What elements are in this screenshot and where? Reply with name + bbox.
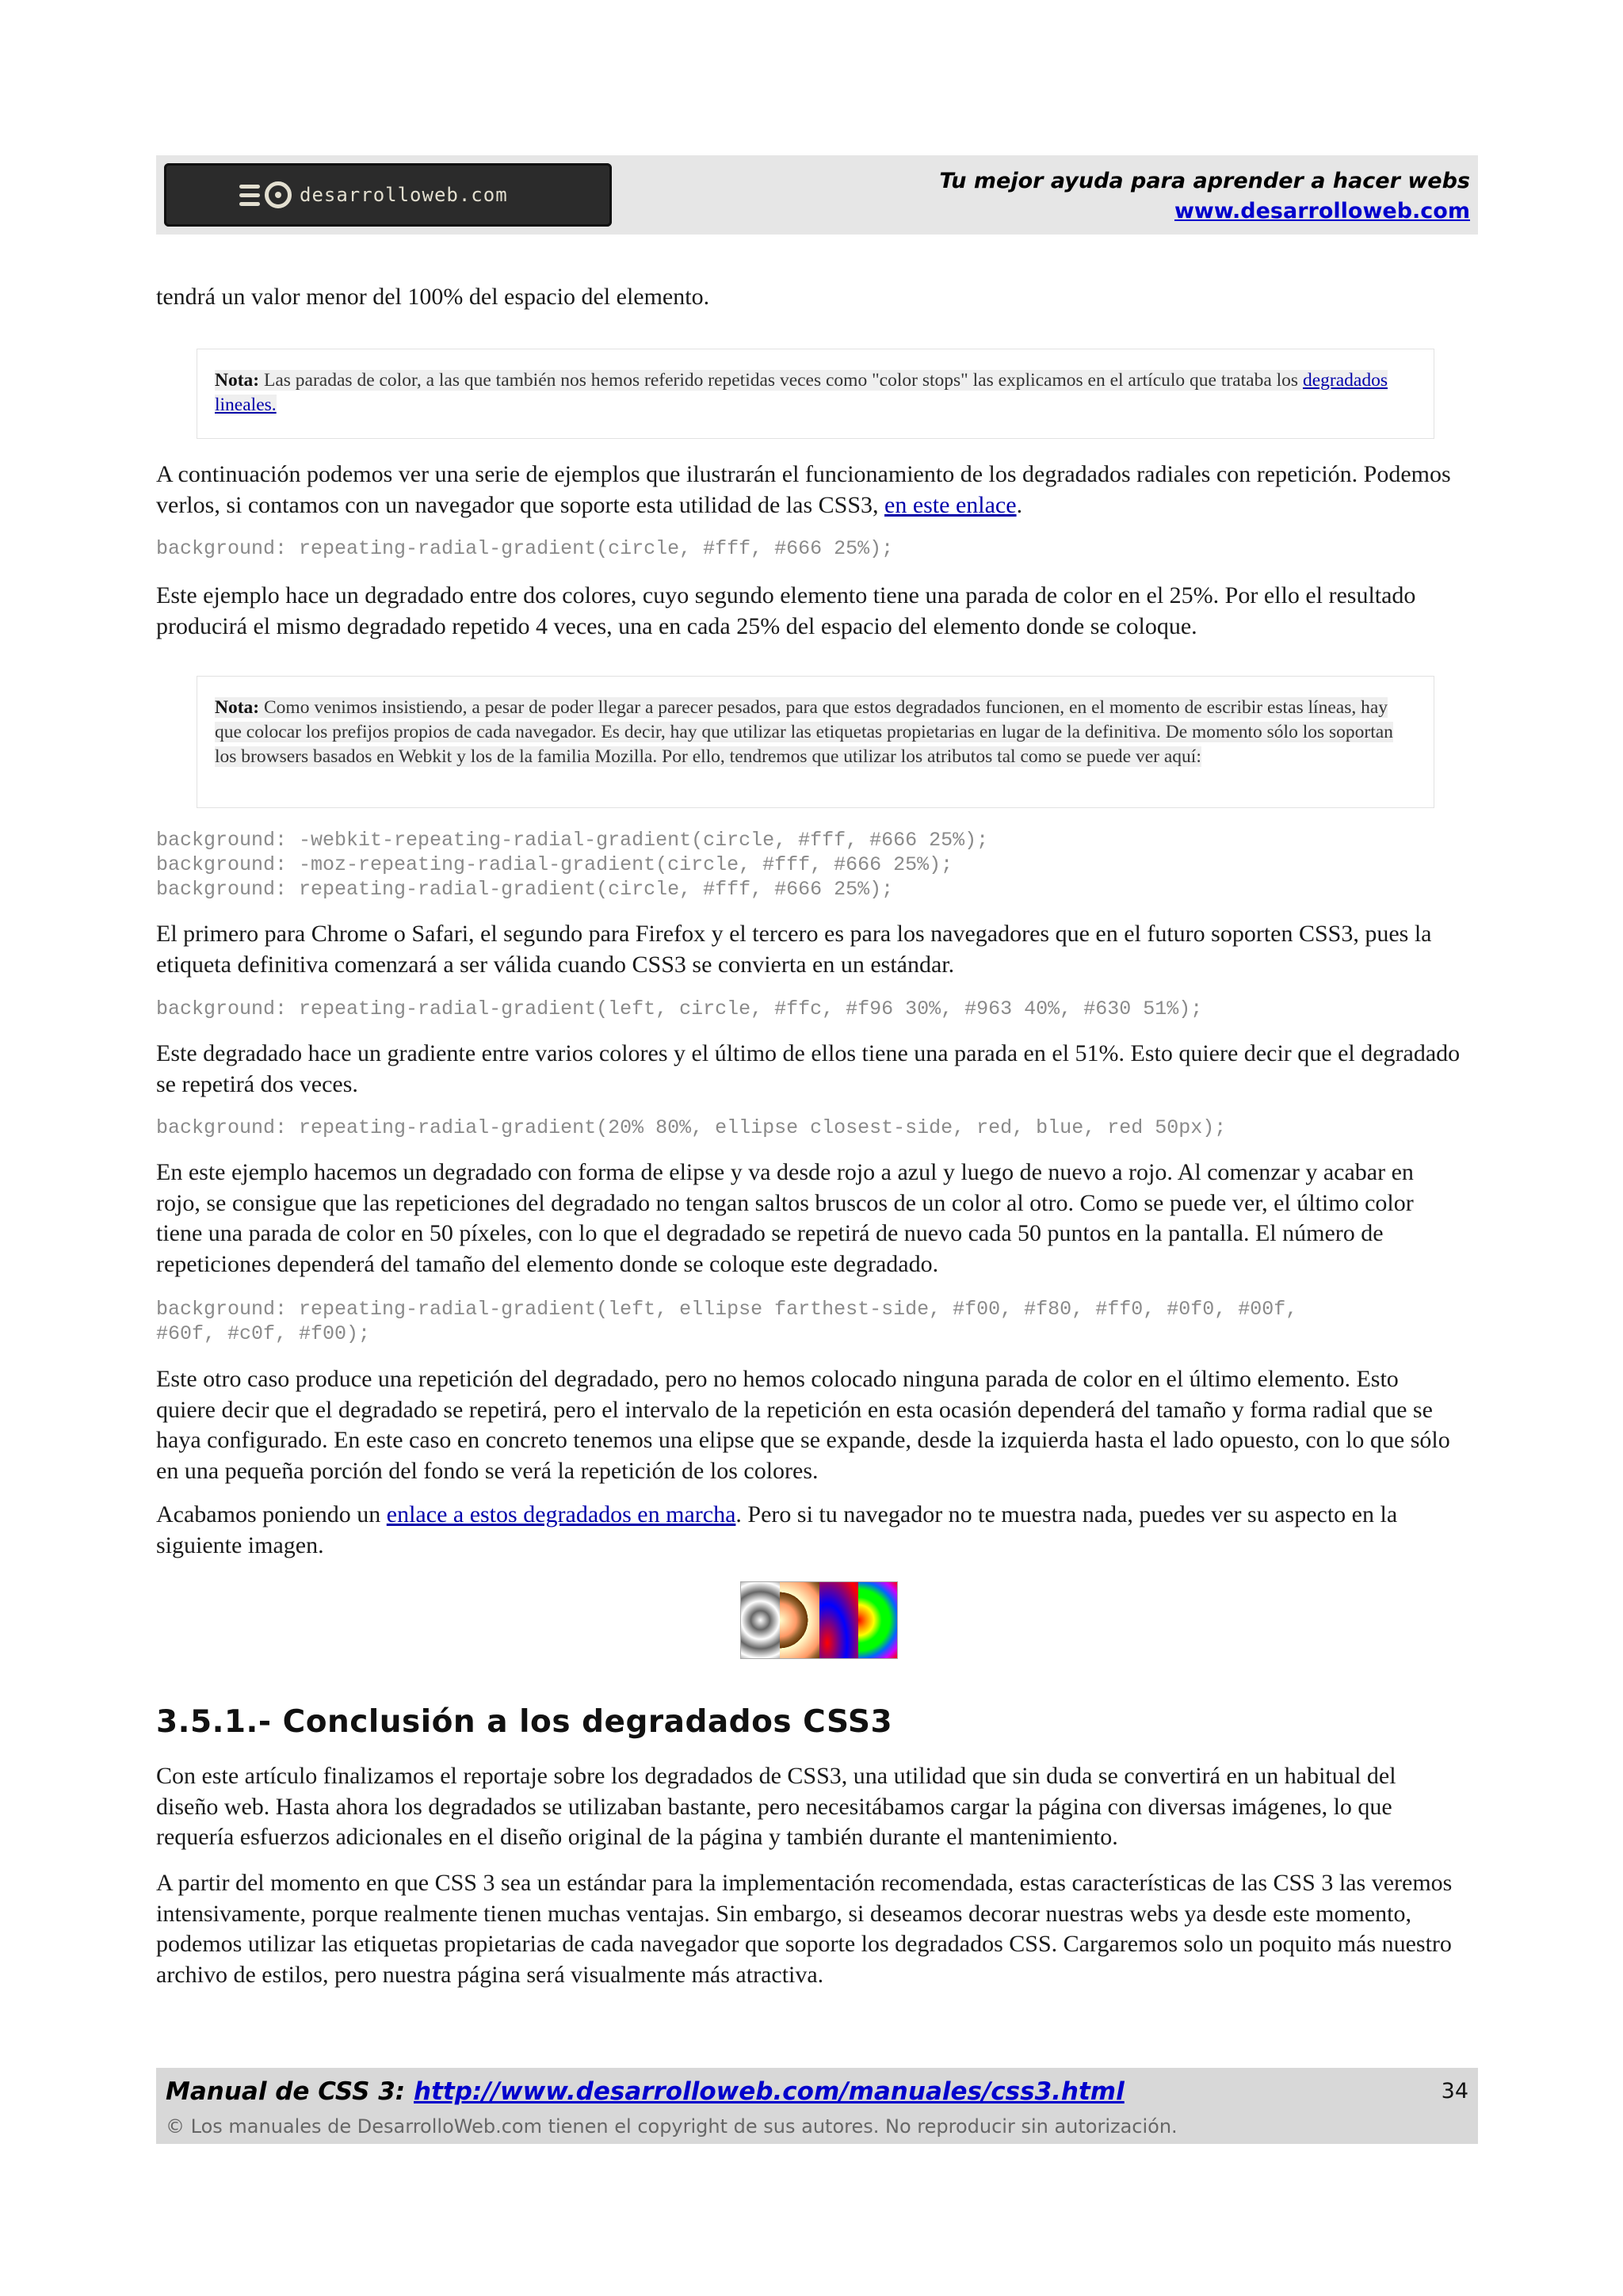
page-footer: [156, 2068, 1478, 2144]
paragraph-conclusion-1: Con este artículo finalizamos el reportaje sobre los degradados de CSS3, una utilidad que sin duda se convertirá en un habitual del diseño web. Hasta ahora los degradados se utilizaban bastante, pero necesitábamos cargar la página con diversas imágenes, lo que requería esfuerzos adicionales en el diseño original de la página y también durante el mantenimiento.: [156, 1763, 1396, 1850]
paragraph-intro: tendrá un valor menor del 100% del espacio del elemento.: [156, 284, 710, 310]
paragraph-prefixes-explanation: El primero para Chrome o Safari, el segundo para Firefox y el tercero es para los navegadores que en el futuro soporten CSS3, pues la etiqueta definitiva comenzará a ser válida cuando CSS3 se convierta en un estándar.: [156, 921, 1432, 978]
gradient-sample-circle: [741, 1582, 780, 1658]
note-label: Nota:: [215, 697, 260, 718]
gradient-sample-red-blue: [819, 1582, 858, 1658]
link-en-este-enlace[interactable]: en este enlace: [884, 491, 1017, 518]
footer-copyright: © Los manuales de DesarrolloWeb.com tienen el copyright de sus autores. No reproducir sin autorización.: [166, 2115, 1178, 2138]
section-heading: 3.5.1.- Conclusión a los degradados CSS3: [156, 1704, 893, 1740]
footer-manual-link[interactable]: http://www.desarrolloweb.com/manuales/css3.html: [414, 2077, 1125, 2106]
logo-text: desarrolloweb.com: [300, 184, 508, 206]
paragraph-example-4-explanation: Este otro caso produce una repetición del degradado, pero no hemos colocado ninguna parada de color en el último elemento. Esto quiere decir que el degradado se repetirá, pero el intervalo de la repetición en esta ocasión dependerá del tamaño y forma radial que se haya configurado. En este caso en concreto tenemos una elipse que se expande, desde la izquierda hasta el lado opuesto, con lo que sólo en una pequeña porción del fondo se verá la repetición de los colores.: [156, 1366, 1450, 1484]
gradients-preview-image: [740, 1581, 898, 1659]
gradient-sample-orange: [780, 1582, 819, 1658]
paragraph-example-1-explanation: Este ejemplo hace un degradado entre dos colores, cuyo segundo elemento tiene una parada de color en el 25%. Por ello el resultado producirá el mismo degradado repetido 4 veces, una en cada 25% del espacio del elemento donde se coloque.: [156, 582, 1416, 639]
code-example-2: background: repeating-radial-gradient(left, circle, #ffc, #f96 30%, #963 40%, #630 51%);: [156, 997, 1203, 1020]
header-url-link[interactable]: www.desarrolloweb.com: [1174, 199, 1470, 223]
footer-manual-label: Manual de CSS 3:: [166, 2077, 414, 2106]
paragraph-example-3-explanation: En este ejemplo hacemos un degradado con forma de elipse y va desde rojo a azul y luego de nuevo a rojo. Al comenzar y acabar en rojo, se consigue que las repeticiones del degradado no tengan saltos bruscos de un color al otro. Como se puede ver, el último color tiene una parada de color en 50 píxeles, con lo que el degradado se repetirá de nuevo cada 50 puntos en la pantalla. El número de repeticiones dependerá del tamaño del elemento donde se coloque este degradado.: [156, 1159, 1414, 1277]
footer-manual: [166, 2077, 1125, 2106]
paragraph-text: Acabamos poniendo un: [156, 1501, 387, 1527]
page-number: 34: [1441, 2079, 1468, 2103]
paragraph-text-end: . Pero si tu navegador no te muestra nada, puedes ver su aspecto en la siguiente imagen.: [156, 1501, 1398, 1558]
note-box-prefixes: [197, 676, 1434, 808]
note-text: Las paradas de color, a las que también nos hemos referido repetidas veces como "color stops" las explicamos en el artículo que trataba los: [259, 370, 1303, 391]
paragraph-examples-intro: [156, 460, 1464, 521]
paragraph-example-2-explanation: Este degradado hace un gradiente entre varios colores y el último de ellos tiene una parada en el 51%. Esto quiere decir que el degradado se repetirá dos veces.: [156, 1040, 1461, 1097]
gradient-sample-rainbow: [858, 1582, 897, 1658]
header-info: [939, 166, 1470, 227]
paragraph-text: A continuación podemos ver una serie de ejemplos que ilustrarán el funcionamiento de los degradados radiales con repetición. Podemos verlos, si contamos con un navegador que soporte esta utilidad de las CSS3,: [156, 461, 1451, 518]
site-logo[interactable]: [164, 163, 612, 227]
paragraph-conclusion-2: A partir del momento en que CSS 3 sea un estándar para la implementación recomendada, estas características de las CSS 3 las veremos intensivamente, porque realmente tienen muchas ventajas. Sin embargo, si deseamos decorar nuestras webs ya desde este momento, podemos utilizar las etiquetas propietarias de cada navegador que soporte los degradados CSS. Cargaremos solo un poquito más nuestro archivo de estilos, pero nuestra página será visualmente más atractiva.: [156, 1870, 1453, 1988]
code-example-3: background: repeating-radial-gradient(20% 80%, ellipse closest-side, red, blue, red 50px);: [156, 1116, 1227, 1139]
note-box-color-stops: [197, 349, 1434, 439]
page-header: [156, 155, 1478, 235]
code-example-4: background: repeating-radial-gradient(left, ellipse farthest-side, #f00, #f80, #ff0, #0f0, #00f, #60f, #c0f, #f00);: [156, 1298, 1298, 1345]
paragraph-closing: [156, 1500, 1464, 1561]
code-example-1: background: repeating-radial-gradient(circle, #fff, #666 25%);: [156, 537, 894, 560]
header-tagline: Tu mejor ayuda para aprender a hacer webs: [939, 169, 1470, 193]
logo-icon: [239, 181, 292, 208]
note-label: Nota:: [215, 370, 260, 391]
paragraph-period: .: [1016, 491, 1023, 518]
link-degradados-en-marcha[interactable]: enlace a estos degradados en marcha: [386, 1501, 736, 1527]
link-degradados-lineales[interactable]: degradados lineales.: [215, 370, 1388, 415]
code-example-prefixes: background: -webkit-repeating-radial-gradient(circle, #fff, #666 25%); background: -moz-repeating-radial-gradient(circle, #fff, #666 25%); background: repeating-radial-gradient(circle, #fff, #666 25%);: [156, 829, 989, 901]
note-text: Como venimos insistiendo, a pesar de poder llegar a parecer pesados, para que estos degradados funcionen, en el momento de escribir estas líneas, hay que colocar los prefijos propios de cada navegador. Es decir, hay que utilizar las etiquetas propietarias en lugar de la definitiva. De momento sólo los soportan los browsers basados en Webkit y los de la familia Mozilla. Por ello, tendremos que utilizar los atributos tal como se puede ver aquí:: [215, 697, 1393, 767]
